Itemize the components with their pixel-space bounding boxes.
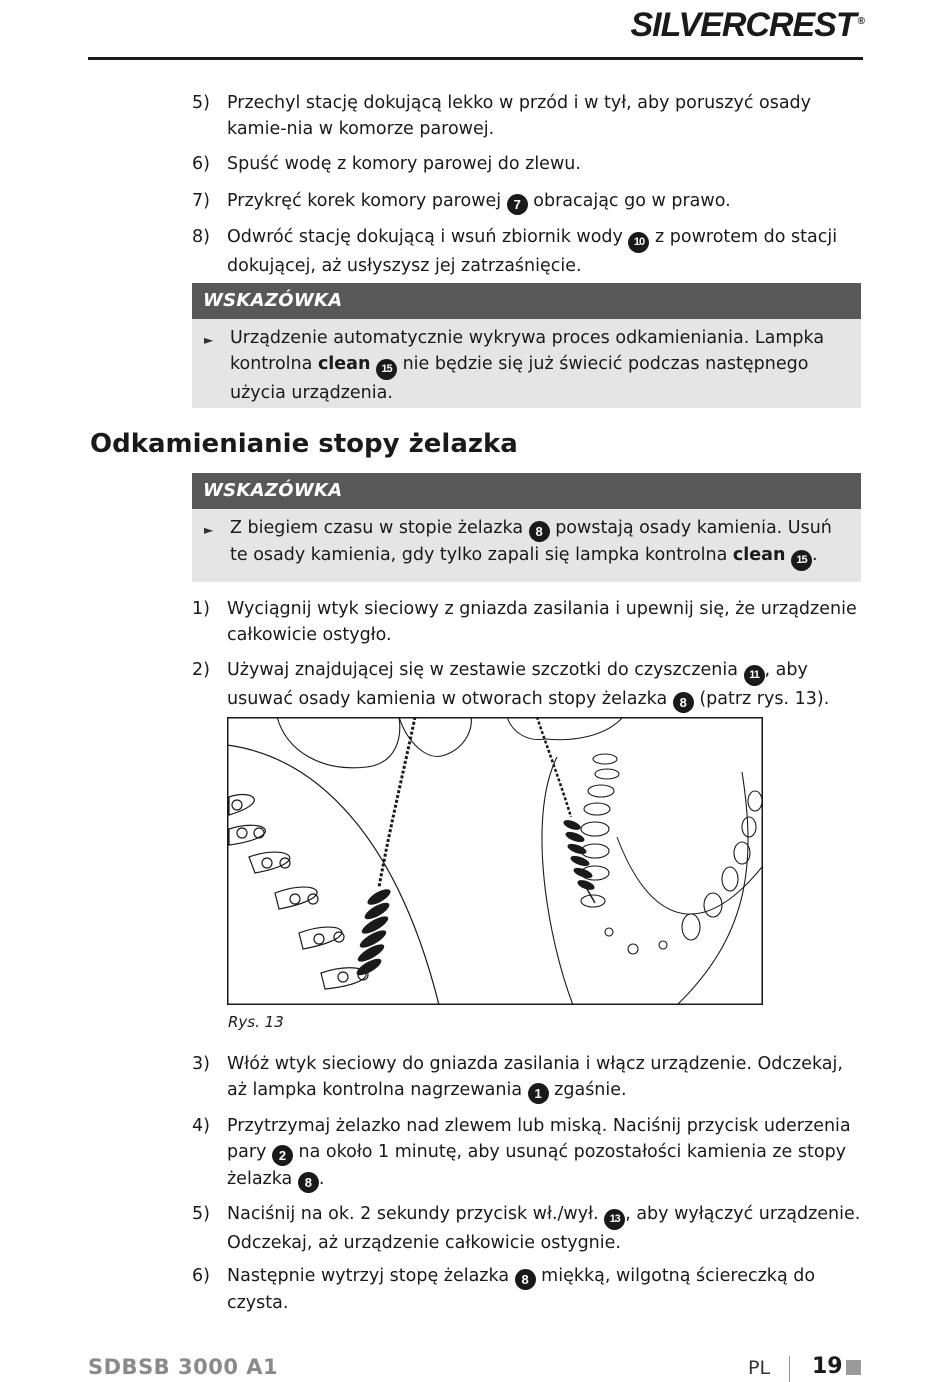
part-number-badge: 11 — [744, 665, 765, 686]
step-8-top — [192, 224, 864, 279]
step-number: 6) — [192, 1266, 210, 1286]
step-text-part: Włóż wtyk sieciowy do gniazda zasilania i włącz urządzenie. Odczekaj, aż lampka kontrolna nagrzewania — [227, 1054, 843, 1100]
step-number: 5) — [192, 1204, 210, 1224]
part-number-badge: 2 — [272, 1145, 293, 1166]
page-number: 19 — [812, 1354, 843, 1379]
step-text: Przechyl stację dokującą lekko w przód i w tył, aby poruszyć osady kamie-nia w komorze parowej. — [227, 93, 812, 139]
step-number: 2) — [192, 660, 210, 680]
part-number-badge: 7 — [507, 194, 528, 215]
step-text-part: miękką, wilgotną ściereczką do czysta. — [227, 1266, 816, 1313]
note-title: WSKAZÓWKA — [192, 473, 861, 509]
step-number: 4) — [192, 1116, 210, 1136]
part-number-badge: 13 — [604, 1209, 625, 1230]
part-number-badge: 8 — [515, 1269, 536, 1290]
step-4-bottom — [192, 1113, 864, 1193]
footer-language: PL — [748, 1357, 771, 1379]
note-box-1 — [192, 283, 861, 408]
step-text-part: obracając go w prawo. — [527, 191, 731, 211]
note-text-part: Z biegiem czasu w stopie żelazka — [230, 518, 529, 538]
step-text-part: Odwróć stację dokującą i wsuń zbiornik wody — [227, 227, 629, 247]
step-text — [227, 188, 864, 215]
step-text-part: z powrotem do stacji dokującej, aż usłyszysz jej zatrzaśnięcie. — [227, 227, 838, 276]
step-text-part: na około 1 minutę, aby usunąć pozostałości kamienia ze stopy żelazka — [227, 1142, 847, 1189]
step-number: 5) — [192, 93, 210, 113]
footer-divider — [789, 1356, 790, 1382]
step-text-part: (patrz rys. 13). — [693, 689, 830, 709]
step-text — [227, 1201, 864, 1256]
step-text-part: , aby wyłączyć urządzenie. Odczekaj, aż urządzenie całkowicie ostygnie. — [227, 1204, 861, 1253]
note-text-part: nie będzie się już świecić podczas następnego użycia urządzenia. — [230, 354, 809, 403]
brand-logo-text: SILVERCREST — [630, 6, 856, 44]
note-text-part: Urządzenie automatycznie wykrywa proces odkamieniania. Lampka kontrolna — [230, 328, 825, 374]
step-text — [227, 1113, 864, 1193]
section-heading: Odkamienianie stopy żelazka — [90, 429, 518, 459]
step-text-part: , aby usuwać osady kamienia w otworach stopy żelazka — [227, 660, 808, 709]
part-number-badge: 1 — [528, 1083, 549, 1104]
note-box-2 — [192, 473, 861, 582]
registered-mark: ® — [857, 15, 864, 27]
part-number-badge: 8 — [529, 521, 550, 542]
step-5-bottom — [192, 1201, 864, 1256]
part-number-badge: 15 — [791, 550, 812, 571]
note-body — [192, 319, 861, 410]
step-3-bottom — [192, 1051, 864, 1104]
step-number: 3) — [192, 1054, 210, 1074]
step-text — [227, 224, 864, 279]
note-bold-term: clean — [317, 354, 371, 374]
step-text-part: Przykręć korek komory parowej — [227, 191, 507, 211]
figure-frame — [228, 718, 763, 1005]
step-7-top — [192, 188, 864, 215]
figure-caption: Rys. 13 — [228, 1013, 284, 1031]
part-number-badge: 15 — [376, 359, 397, 380]
part-number-badge: 8 — [298, 1172, 319, 1193]
iron-soleplate-cleaning-illustration — [227, 717, 763, 1005]
step-1-mid — [192, 596, 864, 648]
step-6-top — [192, 151, 864, 177]
note-text-part: . — [812, 545, 818, 565]
header-rule — [88, 57, 863, 60]
footer-model-number: SDBSB 3000 A1 — [88, 1355, 279, 1379]
step-2-mid — [192, 657, 864, 713]
note-text-part: powstają osady kamienia. Usuń te osady kamienia, gdy tylko zapali się lampka kontrolna — [230, 518, 832, 565]
step-text: Wyciągnij wtyk sieciowy z gniazda zasilania i upewnij się, że urządzenie całkowicie ostygło. — [227, 599, 857, 645]
step-text-part: Przytrzymaj żelazko nad zlewem lub miską. Naciśnij przycisk uderzenia pary — [227, 1116, 851, 1162]
step-text-part: Następnie wytrzyj stopę żelazka — [227, 1266, 515, 1286]
step-text-part: Naciśnij na ok. 2 sekundy przycisk wł./wył. — [227, 1204, 605, 1224]
step-text: Spuść wodę z komory parowej do zlewu. — [227, 154, 581, 174]
step-text-part: . — [318, 1169, 325, 1189]
step-number: 8) — [192, 227, 210, 247]
step-number: 1) — [192, 599, 210, 619]
brand-logo — [630, 6, 864, 45]
step-text-part: Używaj znajdującej się w zestawie szczotki do czyszczenia — [227, 660, 744, 680]
arrow-right-icon: ► — [204, 333, 214, 347]
note-body — [192, 509, 861, 575]
note-bold-term: clean — [732, 545, 786, 565]
arrow-right-icon: ► — [204, 523, 214, 537]
part-number-badge: 10 — [628, 232, 649, 253]
step-6-bottom — [192, 1263, 864, 1316]
step-text — [227, 1263, 864, 1316]
step-5-top — [192, 90, 864, 142]
step-text-part: zgaśnie. — [548, 1080, 627, 1100]
part-number-badge: 8 — [673, 692, 694, 713]
note-title: WSKAZÓWKA — [192, 283, 861, 319]
step-text — [227, 1051, 864, 1104]
step-number: 6) — [192, 154, 210, 174]
step-number: 7) — [192, 191, 210, 211]
step-text — [227, 657, 864, 713]
footer-square-mark — [846, 1360, 861, 1375]
